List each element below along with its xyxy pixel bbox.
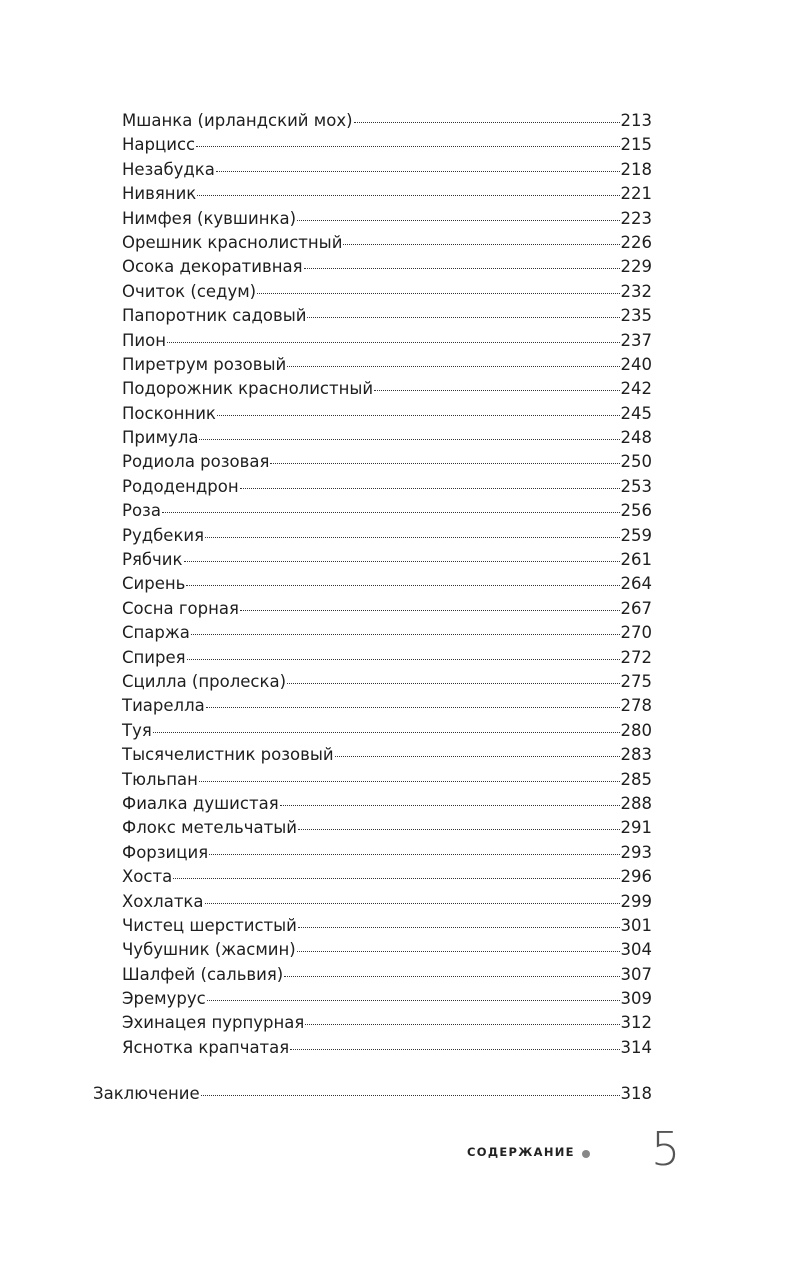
- dot-leader: [240, 488, 620, 489]
- toc-entry-title: Роза: [122, 501, 161, 521]
- dot-leader: [297, 220, 619, 221]
- toc-entry: [122, 426, 652, 450]
- toc-entry-title: Нивяник: [122, 184, 197, 204]
- toc-entry: [122, 597, 652, 621]
- toc-entry-title: Хохлатка: [122, 891, 204, 911]
- toc-entry: [122, 255, 652, 279]
- toc-entry-page: 278: [620, 696, 652, 716]
- dot-leader: [257, 293, 619, 294]
- toc-entry-title: Нарцисс: [122, 135, 196, 155]
- toc-entry-page: 215: [620, 135, 652, 155]
- toc-entry-page: 318: [620, 1084, 652, 1103]
- dot-leader: [343, 244, 619, 245]
- toc-entry-page: 299: [620, 891, 652, 911]
- toc-entry-page: 245: [620, 403, 652, 423]
- toc-entry: [122, 841, 652, 865]
- dot-leader: [196, 146, 619, 147]
- dot-leader: [287, 366, 619, 367]
- toc-entry: [122, 670, 652, 694]
- toc-entry: [122, 158, 652, 182]
- dot-leader: [153, 732, 620, 733]
- toc-entry-page: 256: [620, 501, 652, 521]
- toc-entry-title: Сцилла (пролеска): [122, 671, 287, 691]
- toc-entry: [122, 499, 652, 523]
- dot-leader: [284, 976, 619, 977]
- dot-leader: [209, 854, 619, 855]
- toc-entry: [122, 353, 652, 377]
- toc-entry-page: 285: [620, 769, 652, 789]
- toc-entry-page: 242: [620, 379, 652, 399]
- toc-entry: [122, 524, 652, 548]
- toc-entry-title: Тиарелла: [122, 696, 205, 716]
- toc-entry-title: Спаржа: [122, 623, 190, 643]
- toc-entry-title: Примула: [122, 428, 199, 448]
- toc-entry-page: 264: [620, 574, 652, 594]
- toc-entry-title: Очиток (седум): [122, 281, 257, 301]
- toc-entry: [122, 914, 652, 938]
- toc-entry-page: 226: [620, 232, 652, 252]
- toc-entry-page: 248: [620, 428, 652, 448]
- toc-entry-page: 229: [620, 257, 652, 277]
- toc-entry-page: 221: [620, 184, 652, 204]
- toc-entry-title: Посконник: [122, 403, 216, 423]
- toc-entry-title: Нимфея (кувшинка): [122, 208, 297, 228]
- dot-leader: [197, 195, 619, 196]
- toc-entry-title: Осока декоративная: [122, 257, 303, 277]
- toc-entry: [122, 1036, 652, 1060]
- dot-leader: [205, 903, 620, 904]
- toc-entry-page: 253: [620, 476, 652, 496]
- toc-entry-page: 270: [620, 623, 652, 643]
- toc-entry-title: Рудбекия: [122, 525, 205, 545]
- toc-entry-page: 314: [620, 1037, 652, 1057]
- toc-entry: [122, 743, 652, 767]
- dot-leader: [374, 390, 619, 391]
- toc-entry-title: Тысячелистник розовый: [122, 745, 334, 765]
- dot-leader: [205, 537, 619, 538]
- toc-entry: [122, 548, 652, 572]
- toc-entry-page: 293: [620, 842, 652, 862]
- dot-leader: [184, 561, 620, 562]
- toc-entry: [122, 865, 652, 889]
- table-of-contents: [122, 109, 652, 1060]
- toc-entry: [122, 768, 652, 792]
- toc-entry-title: Сосна горная: [122, 598, 239, 618]
- dot-leader: [191, 634, 620, 635]
- dot-leader: [287, 683, 619, 684]
- dot-leader: [298, 829, 620, 830]
- toc-entry-page: 288: [620, 793, 652, 813]
- toc-entry-title: Орешник краснолистный: [122, 232, 343, 252]
- toc-entry-page: 309: [620, 989, 652, 1009]
- toc-entry: [122, 938, 652, 962]
- toc-entry-title: Спирея: [122, 647, 186, 667]
- toc-entry-title: Чубушник (жасмин): [122, 940, 296, 960]
- toc-entry: [122, 109, 652, 133]
- toc-entry-page: 223: [620, 208, 652, 228]
- bullet-icon: [582, 1150, 590, 1158]
- toc-entry-page: 237: [620, 330, 652, 350]
- toc-entry-page: 291: [620, 818, 652, 838]
- toc-entry: [122, 329, 652, 353]
- toc-entry: [122, 182, 652, 206]
- dot-leader: [162, 512, 620, 513]
- toc-entry: [122, 377, 652, 401]
- toc-entry-title: Пион: [122, 330, 167, 350]
- toc-entry-title: Подорожник краснолистный: [122, 379, 374, 399]
- toc-entry-page: 218: [620, 159, 652, 179]
- toc-entry-page: 213: [620, 111, 652, 130]
- toc-entry-page: 307: [620, 964, 652, 984]
- dot-leader: [187, 659, 620, 660]
- toc-entry-page: 235: [620, 306, 652, 326]
- dot-leader: [280, 805, 620, 806]
- dot-leader: [297, 951, 620, 952]
- toc-entry: [122, 646, 652, 670]
- toc-entry: [122, 963, 652, 987]
- toc-entry-page: 240: [620, 354, 652, 374]
- dot-leader: [199, 439, 619, 440]
- toc-entry-title: Родиола розовая: [122, 452, 270, 472]
- dot-leader: [167, 342, 619, 343]
- toc-entry-title: Заключение: [93, 1084, 200, 1103]
- toc-entry-page: 272: [620, 647, 652, 667]
- dot-leader: [216, 171, 620, 172]
- toc-entry: [122, 1011, 652, 1035]
- dot-leader: [186, 585, 619, 586]
- toc-entry-title: Сирень: [122, 574, 186, 594]
- running-footer-section: СОДЕРЖАНИЕ: [467, 1145, 575, 1159]
- toc-entry: [122, 694, 652, 718]
- toc-entry-page: 261: [620, 550, 652, 570]
- toc-entry: [122, 719, 652, 743]
- dot-leader: [270, 463, 619, 464]
- toc-entry-page: 296: [620, 867, 652, 887]
- dot-leader: [207, 1000, 620, 1001]
- toc-entry: [122, 475, 652, 499]
- toc-entry: [122, 890, 652, 914]
- dot-leader: [304, 268, 620, 269]
- toc-entry-title: Тюльпан: [122, 769, 198, 789]
- toc-entry-title: Рябчик: [122, 550, 183, 570]
- dot-leader: [305, 1024, 619, 1025]
- dot-leader: [354, 122, 620, 123]
- toc-entry: [122, 133, 652, 157]
- toc-entry-title: Эхинацея пурпурная: [122, 1013, 305, 1033]
- toc-entry-title: Эремурус: [122, 989, 206, 1009]
- toc-entry-page: 283: [620, 745, 652, 765]
- toc-entry-page: 312: [620, 1013, 652, 1033]
- dot-leader: [290, 1049, 619, 1050]
- toc-entry-title: Туя: [122, 720, 152, 740]
- dot-leader: [173, 878, 619, 879]
- toc-entry: [122, 621, 652, 645]
- toc-entry-page: 275: [620, 671, 652, 691]
- toc-entry-title: Форзиция: [122, 842, 209, 862]
- toc-entry: [122, 280, 652, 304]
- toc-entry-conclusion: [93, 1082, 652, 1106]
- toc-entry-page: 304: [620, 940, 652, 960]
- dot-leader: [206, 707, 620, 708]
- toc-entry: [122, 304, 652, 328]
- toc-entry: [122, 450, 652, 474]
- dot-leader: [335, 756, 620, 757]
- toc-entry: [122, 987, 652, 1011]
- dot-leader: [217, 415, 620, 416]
- toc-entry-title: Шалфей (сальвия): [122, 964, 284, 984]
- toc-entry-page: 301: [620, 915, 652, 935]
- dot-leader: [298, 927, 620, 928]
- toc-entry-page: 232: [620, 281, 652, 301]
- toc-entry-page: 280: [620, 720, 652, 740]
- toc-entry-title: Фиалка душистая: [122, 793, 279, 813]
- toc-entry-title: Чистец шерстистый: [122, 915, 297, 935]
- toc-entry-title: Яснотка крапчатая: [122, 1037, 290, 1057]
- toc-entry-title: Пиретрум розовый: [122, 354, 287, 374]
- dot-leader: [307, 317, 619, 318]
- toc-entry: [122, 207, 652, 231]
- toc-entry: [122, 231, 652, 255]
- toc-entry-title: Флокс метельчатый: [122, 818, 297, 838]
- toc-entry-title: Мшанка (ирландский мох): [122, 111, 353, 130]
- toc-entry: [122, 816, 652, 840]
- toc-entry-title: Хоста: [122, 867, 173, 887]
- toc-entry-title: Незабудка: [122, 159, 215, 179]
- dot-leader: [240, 610, 620, 611]
- toc-entry: [122, 402, 652, 426]
- toc-entry-title: Папоротник садовый: [122, 306, 307, 326]
- toc-entry: [122, 792, 652, 816]
- dot-leader: [201, 1095, 620, 1096]
- toc-entry-page: 250: [620, 452, 652, 472]
- dot-leader: [199, 781, 620, 782]
- toc-entry-page: 259: [620, 525, 652, 545]
- toc-entry-page: 267: [620, 598, 652, 618]
- page-number: 5: [651, 1122, 681, 1176]
- toc-entry-title: Рододендрон: [122, 476, 239, 496]
- toc-entry: [122, 572, 652, 596]
